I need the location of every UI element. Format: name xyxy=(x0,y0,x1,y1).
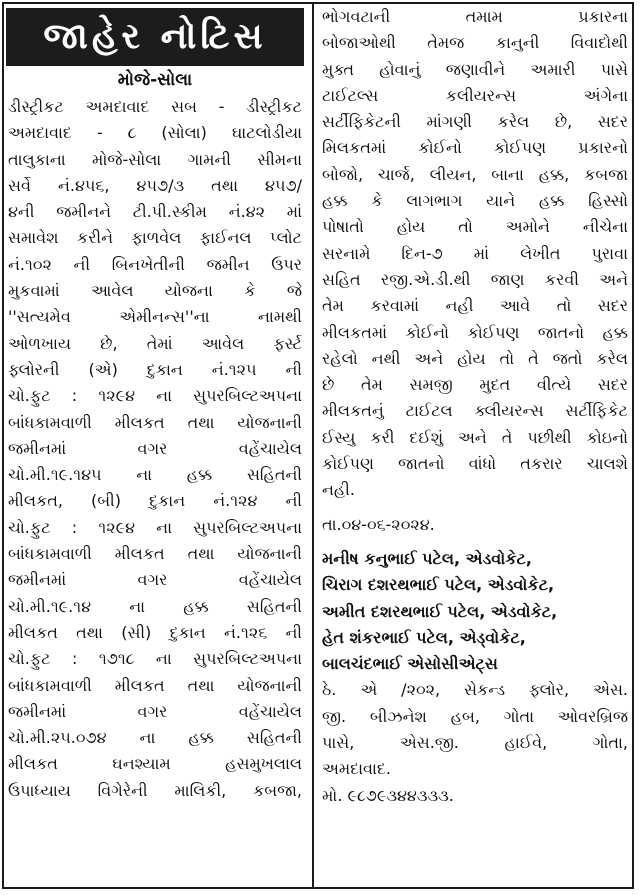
left-text-line: બાંધકામવાળી મીલકત તથા યોજનાની xyxy=(8,675,302,695)
right-text-line: મીલકતમાં કોઈનો કોઈપણ જાતનો હક્ક xyxy=(322,322,628,342)
spacer xyxy=(322,504,628,512)
right-text-line: સહિત રજી.એ.ડી.થી જાણ કરવી અને xyxy=(322,269,628,289)
left-text-line: જમીનમાં વગર વહેંચાયેલ xyxy=(8,570,302,590)
notice-date: તા.૦૪-૦૬-૨૦૨૪. xyxy=(322,514,435,534)
left-text-line: ૪ની જમીનને ટી.પી.સ્કીમ નં.૪૨ માં xyxy=(8,202,302,222)
right-text-line: પોષાતો હોય તો અમોને નીચેના xyxy=(322,217,628,237)
village-subheading: મોજે-સોલા xyxy=(117,70,193,90)
left-text-line: ડીસ્ટ્રીકટ અમદાવાદ સબ - ડીસ્ટ્રીકટ xyxy=(8,97,302,116)
left-text-line: ચો.મી.૧૯.૧૪૫ ના હક્ક સહિતની xyxy=(8,465,302,485)
left-column xyxy=(8,94,302,804)
signatory-line: હેત શંકરભાઈ પટેલ, એડ્વોકેટ, xyxy=(322,627,526,647)
left-text-line: જમીનમાં વગર વહેંચાયેલ xyxy=(8,438,302,458)
left-text-line: ઓળખાય છે, તેમાં આવેલ ફર્સ્ટ xyxy=(8,333,302,353)
right-text-line: સર્ટીફિકેટની માંગણી કરેલ છે, સદર xyxy=(322,112,628,132)
right-column xyxy=(322,4,628,809)
address-line: પાસે, એસ.જી. હાઈવે, ગોતા, xyxy=(322,733,628,753)
right-text-line: ઈસ્યુ કરી દઈશું અને તે પછીથી કોઇનો xyxy=(322,427,628,447)
left-text-line: મીલકત તથા (સી) દુકાન નં.૧૨૬ ની xyxy=(8,622,302,642)
right-text-line: બોજો, ચાર્જ, લીયન, બાના હક્ક, કબજા xyxy=(322,164,628,184)
right-text-line: રહેલો નથી અને હોય તો તે જતો કરેલ xyxy=(322,348,628,368)
left-text-line: ચો.ફુટ : ૧૨૯૪ ના સુપરબિલ્ટઅપના xyxy=(8,517,302,537)
right-text-line: હક્ક કે લાગભાગ યાને હક્ક હિસ્સો xyxy=(322,191,628,211)
right-text-line: છે તેમ સમજી મુદત વીત્યે સદર xyxy=(322,375,628,395)
left-text-line: ચો.મી.૨૫.૦૭૪ ના હક્ક સહિતની xyxy=(8,728,302,748)
right-text-line: સરનામે દિન-૭ માં લેખીત પુરાવા xyxy=(322,243,628,263)
right-text-line: બોજાઓથી તેમજ કાનુની વિવાદોથી xyxy=(322,33,628,53)
firm-name: બાલચંદભાઈ એસોસીએટ્સ xyxy=(322,654,498,674)
phone-number: મો. ૯૮૭૯૩૪૪૩૩૩. xyxy=(322,785,454,805)
left-text-line: ''સત્યમેવ એમીનન્સ''ના નામથી xyxy=(8,307,302,327)
notice-heading: જાહેર નોટિસ xyxy=(6,8,304,66)
signatory-line: ચિરાગ દશરથભાઈ પટેલ, એડવોકેટ, xyxy=(322,575,555,595)
right-text-line: ભોગવટાની તમામ પ્રકારના xyxy=(322,7,628,26)
left-text-line: ફ્લોરની (એ) દુકાન નં.૧૨૫ ની xyxy=(8,359,302,379)
spacer xyxy=(322,538,628,546)
right-text-line: મીલકતનું ટાઈટલ ક્લીયરન્સ સર્ટીફિકેટ xyxy=(322,401,628,421)
right-text-line: ટાઈટલ્સ કલીયરન્સ અંગેના xyxy=(322,85,628,105)
left-text-line: મુકવામાં આવેલ યોજના કે જે xyxy=(8,281,302,301)
address-line: જી. બીઝનેશ હબ, ગોતા ઓવરબ્રિજ xyxy=(322,706,628,726)
right-text-line: તેમ કરવામાં નહી આવે તો સદર xyxy=(322,296,628,316)
left-text-line: ચો.ફુટ : ૧૭૧૮ ના સુપરબિલ્ટઅપના xyxy=(8,649,302,669)
left-text-line: ઉપાધ્યાય વિગેરેની માલિકી, કબજા, xyxy=(8,780,302,800)
left-text-line: મીલકત ઘનશ્યામ હસમુખલાલ xyxy=(8,754,302,774)
left-text-line: ચો.મી.૧૯.૧૪ ના હક્ક સહિતની xyxy=(8,596,302,616)
address-line: અમદાવાદ. xyxy=(322,759,391,779)
left-text-line: જમીનમાં વગર વહેંચાયેલ xyxy=(8,701,302,721)
left-text-line: નં.૧૦૨ ની બિનખેતીની જમીન ઉપર xyxy=(8,254,302,274)
right-text-line: મુક્ત હોવાનું જણાવીને અમારી પાસે xyxy=(322,59,628,79)
left-text-line: ચો.ફુટ : ૧૨૯૪ ના સુપરબિલ્ટઅપના xyxy=(8,386,302,406)
right-text-line: કોઈપણ જાતનો વાંધો તકરાર ચાલશે xyxy=(322,454,628,474)
signatory-line: મનીષ કનુભાઈ પટેલ, એડવોકેટ, xyxy=(322,548,532,568)
left-text-line: મીલકત, (બી) દુકાન નં.૧૨૪ ની xyxy=(8,491,302,511)
address-line: ઠે. એ /૨૦૨, સેકન્ડ ફ્લોર, એસ. xyxy=(322,680,628,700)
left-text-line: સર્વે નં.૪૫૬, ૪૫૭/૩ તથા ૪૫૭/ xyxy=(8,175,302,195)
left-text-line: તાલુકાના મોજે-સોલા ગામની સીમના xyxy=(8,149,302,169)
left-text-line: બાંધકામવાળી મીલકત તથા યોજનાની xyxy=(8,412,302,432)
left-text-line: બાંધકામવાળી મીલકત તથા યોજનાની xyxy=(8,544,302,564)
right-text-line: નહી. xyxy=(322,480,355,500)
right-text-line: મિલકતમાં કોઈનો કોઈપણ પ્રકારનો xyxy=(322,138,628,158)
signatory-line: અમીત દશરથભાઈ પટેલ, એડવોકેટ, xyxy=(322,601,558,621)
left-text-line: સમાવેશ કરીને ફાળવેલ ફાઈનલ પ્લોટ xyxy=(8,228,302,248)
left-text-line: અમદાવાદ - ૮ (સોલા) ઘાટલોડીયા xyxy=(8,123,302,143)
column-divider xyxy=(312,2,314,889)
